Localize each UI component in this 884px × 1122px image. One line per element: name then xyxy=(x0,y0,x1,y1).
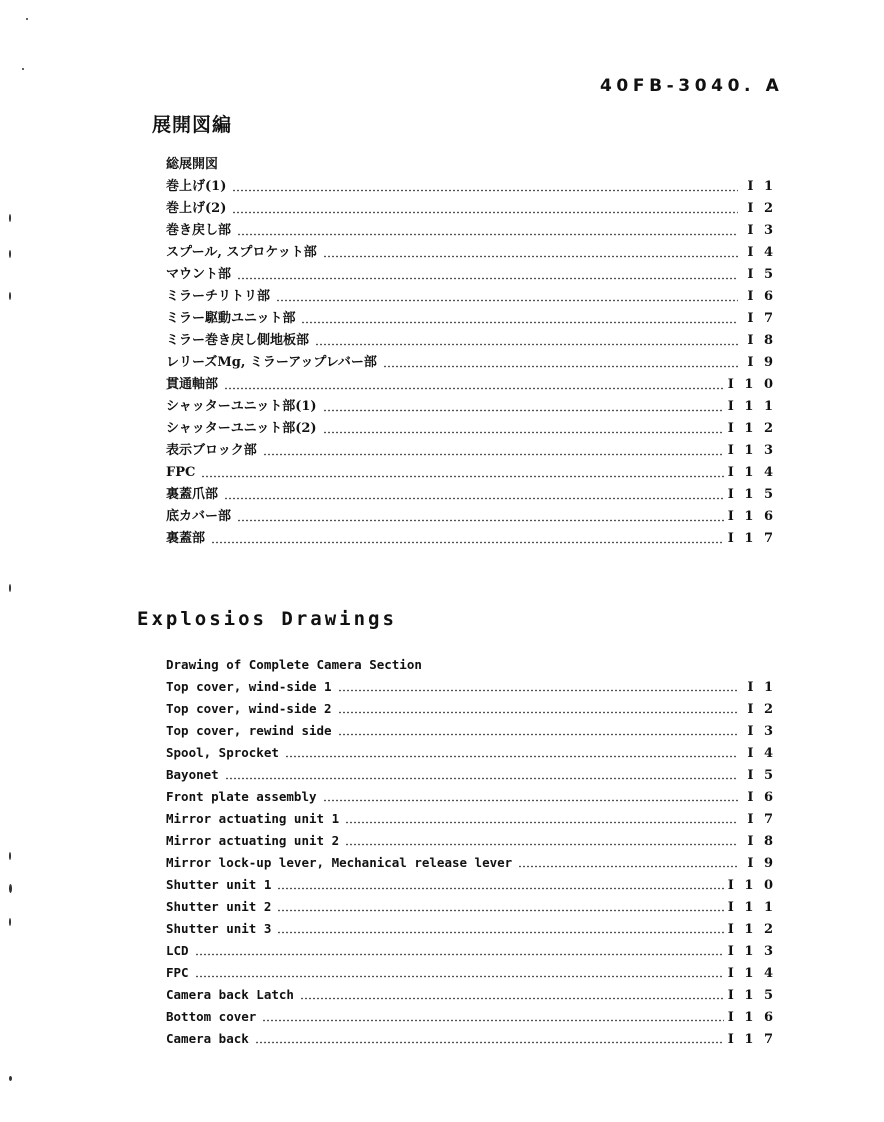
toc-row xyxy=(166,984,776,1006)
toc-item-page: I 1 4 xyxy=(727,966,776,981)
toc-item-label: スプール, スプロケット部 xyxy=(166,245,317,260)
dot-leader xyxy=(255,1041,724,1044)
toc-item-label: 巻上げ(1) xyxy=(166,179,227,194)
scan-speck xyxy=(9,584,11,592)
toc-item-page: I 6 xyxy=(747,289,776,304)
toc-row xyxy=(166,440,776,462)
scan-speck xyxy=(9,214,11,222)
toc-item-page: I 1 5 xyxy=(727,487,776,502)
dot-leader xyxy=(277,909,723,912)
toc-row xyxy=(166,852,776,874)
toc-item-page: I 1 xyxy=(747,179,776,194)
dot-leader xyxy=(323,799,738,802)
toc-item-page: I 1 2 xyxy=(727,421,776,436)
toc-row xyxy=(166,808,776,830)
toc-item-page: I 6 xyxy=(747,790,776,805)
dot-leader xyxy=(211,541,724,544)
toc-item-page: I 8 xyxy=(747,834,776,849)
toc-item-label: FPC xyxy=(166,465,196,480)
toc-item-label: Mirror actuating unit 1 xyxy=(166,811,340,826)
toc-row xyxy=(166,374,776,396)
english-toc-list xyxy=(166,676,776,1050)
toc-row xyxy=(166,1028,776,1050)
toc-item-label: Camera back xyxy=(166,1031,249,1046)
toc-item-page: I 8 xyxy=(747,333,776,348)
toc-row xyxy=(166,264,776,286)
toc-item-label: ミラー巻き戻し側地板部 xyxy=(166,333,310,348)
toc-item-label: ミラーチリトリ部 xyxy=(166,289,271,304)
toc-item-label: Top cover, rewind side xyxy=(166,723,332,738)
toc-row xyxy=(166,786,776,808)
toc-row xyxy=(166,676,776,698)
toc-item-label: Top cover, wind-side 2 xyxy=(166,701,332,716)
toc-item-page: I 1 6 xyxy=(727,1010,776,1025)
dot-leader xyxy=(201,475,723,478)
toc-item-label: 裏蓋爪部 xyxy=(166,487,219,502)
toc-item-label: マウント部 xyxy=(166,267,232,282)
toc-item-page: I 1 7 xyxy=(727,1032,776,1047)
toc-row xyxy=(166,418,776,440)
toc-row xyxy=(166,176,776,198)
toc-row xyxy=(166,352,776,374)
toc-item-page: I 1 4 xyxy=(727,465,776,480)
toc-item-page: I 5 xyxy=(747,267,776,282)
toc-row xyxy=(166,396,776,418)
japanese-toc-list xyxy=(166,176,776,550)
toc-item-label: 巻き戻し部 xyxy=(166,223,232,238)
toc-row xyxy=(166,462,776,484)
toc-item-label: 底カバー部 xyxy=(166,509,232,524)
toc-item-page: I 9 xyxy=(747,856,776,871)
dot-leader xyxy=(345,821,738,824)
dot-leader xyxy=(338,733,738,736)
japanese-toc-heading: 総展開図 xyxy=(166,157,219,172)
toc-item-page: I 1 1 xyxy=(727,900,776,915)
toc-item-page: I 1 3 xyxy=(727,443,776,458)
toc-item-page: I 3 xyxy=(747,724,776,739)
toc-item-page: I 1 7 xyxy=(727,531,776,546)
toc-row xyxy=(166,874,776,896)
toc-item-label: レリーズMg, ミラーアップレバー部 xyxy=(166,355,377,370)
toc-item-label: Mirror actuating unit 2 xyxy=(166,833,340,848)
toc-item-label: シャッターユニット部(2) xyxy=(166,421,317,436)
toc-item-page: I 1 xyxy=(747,680,776,695)
scan-speck xyxy=(9,250,11,258)
dot-leader xyxy=(237,233,738,236)
dot-leader xyxy=(345,843,738,846)
dot-leader xyxy=(338,689,738,692)
dot-leader xyxy=(225,777,738,780)
toc-row xyxy=(166,528,776,550)
dot-leader xyxy=(195,953,724,956)
toc-item-label: 表示ブロック部 xyxy=(166,443,257,458)
toc-row xyxy=(166,198,776,220)
scan-speck xyxy=(9,918,11,926)
toc-item-label: 裏蓋部 xyxy=(166,531,206,546)
scan-speck xyxy=(26,18,28,20)
dot-leader xyxy=(232,211,738,214)
dot-leader xyxy=(195,975,724,978)
toc-row xyxy=(166,484,776,506)
english-section-title: Explosios Drawings xyxy=(137,608,397,630)
toc-item-page: I 4 xyxy=(747,245,776,260)
toc-row xyxy=(166,764,776,786)
toc-item-label: Bottom cover xyxy=(166,1009,257,1024)
toc-item-label: Shutter unit 1 xyxy=(166,877,272,892)
toc-item-page: I 2 xyxy=(747,702,776,717)
toc-row xyxy=(166,242,776,264)
dot-leader xyxy=(301,321,738,324)
dot-leader xyxy=(237,277,738,280)
toc-item-label: Front plate assembly xyxy=(166,789,317,804)
toc-row xyxy=(166,698,776,720)
english-toc-heading: Drawing of Complete Camera Section xyxy=(166,657,422,672)
dot-leader xyxy=(285,755,738,758)
toc-item-label: Mirror lock-up lever, Mechanical release lever xyxy=(166,855,513,870)
toc-item-label: Camera back Latch xyxy=(166,987,294,1002)
toc-row xyxy=(166,506,776,528)
dot-leader xyxy=(237,519,724,522)
toc-item-label: シャッターユニット部(1) xyxy=(166,399,317,414)
toc-item-page: I 3 xyxy=(747,223,776,238)
scan-speck xyxy=(9,292,11,300)
toc-item-page: I 1 6 xyxy=(727,509,776,524)
toc-item-page: I 1 0 xyxy=(727,377,776,392)
toc-item-label: 巻上げ(2) xyxy=(166,201,227,216)
scan-speck xyxy=(22,68,24,70)
toc-item-page: I 2 xyxy=(747,201,776,216)
toc-item-page: I 7 xyxy=(747,311,776,326)
dot-leader xyxy=(383,365,738,368)
dot-leader xyxy=(277,887,723,890)
dot-leader xyxy=(323,255,738,258)
dot-leader xyxy=(323,431,724,434)
toc-item-page: I 1 2 xyxy=(727,922,776,937)
dot-leader xyxy=(323,409,724,412)
toc-row xyxy=(166,220,776,242)
japanese-toc xyxy=(166,154,776,550)
dot-leader xyxy=(224,497,724,500)
dot-leader xyxy=(338,711,738,714)
toc-item-page: I 7 xyxy=(747,812,776,827)
toc-row xyxy=(166,742,776,764)
toc-row xyxy=(166,308,776,330)
toc-item-label: Bayonet xyxy=(166,767,219,782)
dot-leader xyxy=(263,453,724,456)
toc-item-label: ミラー駆動ユニット部 xyxy=(166,311,296,326)
toc-row xyxy=(166,720,776,742)
toc-row xyxy=(166,896,776,918)
dot-leader xyxy=(315,343,738,346)
toc-item-label: LCD xyxy=(166,943,189,958)
toc-row xyxy=(166,962,776,984)
toc-item-page: I 1 1 xyxy=(727,399,776,414)
toc-item-label: Top cover, wind-side 1 xyxy=(166,679,332,694)
scan-speck xyxy=(9,852,11,860)
toc-item-page: I 4 xyxy=(747,746,776,761)
dot-leader xyxy=(276,299,738,302)
toc-item-page: I 5 xyxy=(747,768,776,783)
dot-leader xyxy=(300,997,724,1000)
english-toc xyxy=(166,654,776,1050)
dot-leader xyxy=(232,189,738,192)
toc-item-label: FPC xyxy=(166,965,189,980)
toc-row xyxy=(166,330,776,352)
toc-row xyxy=(166,286,776,308)
dot-leader xyxy=(224,387,724,390)
scan-speck xyxy=(9,884,12,893)
toc-row xyxy=(166,830,776,852)
toc-item-label: Spool, Sprocket xyxy=(166,745,279,760)
toc-item-page: I 1 0 xyxy=(727,878,776,893)
scan-speck xyxy=(9,1076,12,1081)
dot-leader xyxy=(277,931,723,934)
toc-row xyxy=(166,1006,776,1028)
toc-row xyxy=(166,918,776,940)
dot-leader xyxy=(518,865,738,868)
toc-item-label: Shutter unit 2 xyxy=(166,899,272,914)
toc-row xyxy=(166,940,776,962)
toc-item-label: 貫通軸部 xyxy=(166,377,219,392)
japanese-section-title: 展開図編 xyxy=(152,114,233,136)
toc-item-page: I 1 3 xyxy=(727,944,776,959)
toc-item-page: I 9 xyxy=(747,355,776,370)
document-number: 40FB-3040. A xyxy=(600,76,784,96)
dot-leader xyxy=(262,1019,723,1022)
toc-item-label: Shutter unit 3 xyxy=(166,921,272,936)
toc-item-page: I 1 5 xyxy=(727,988,776,1003)
